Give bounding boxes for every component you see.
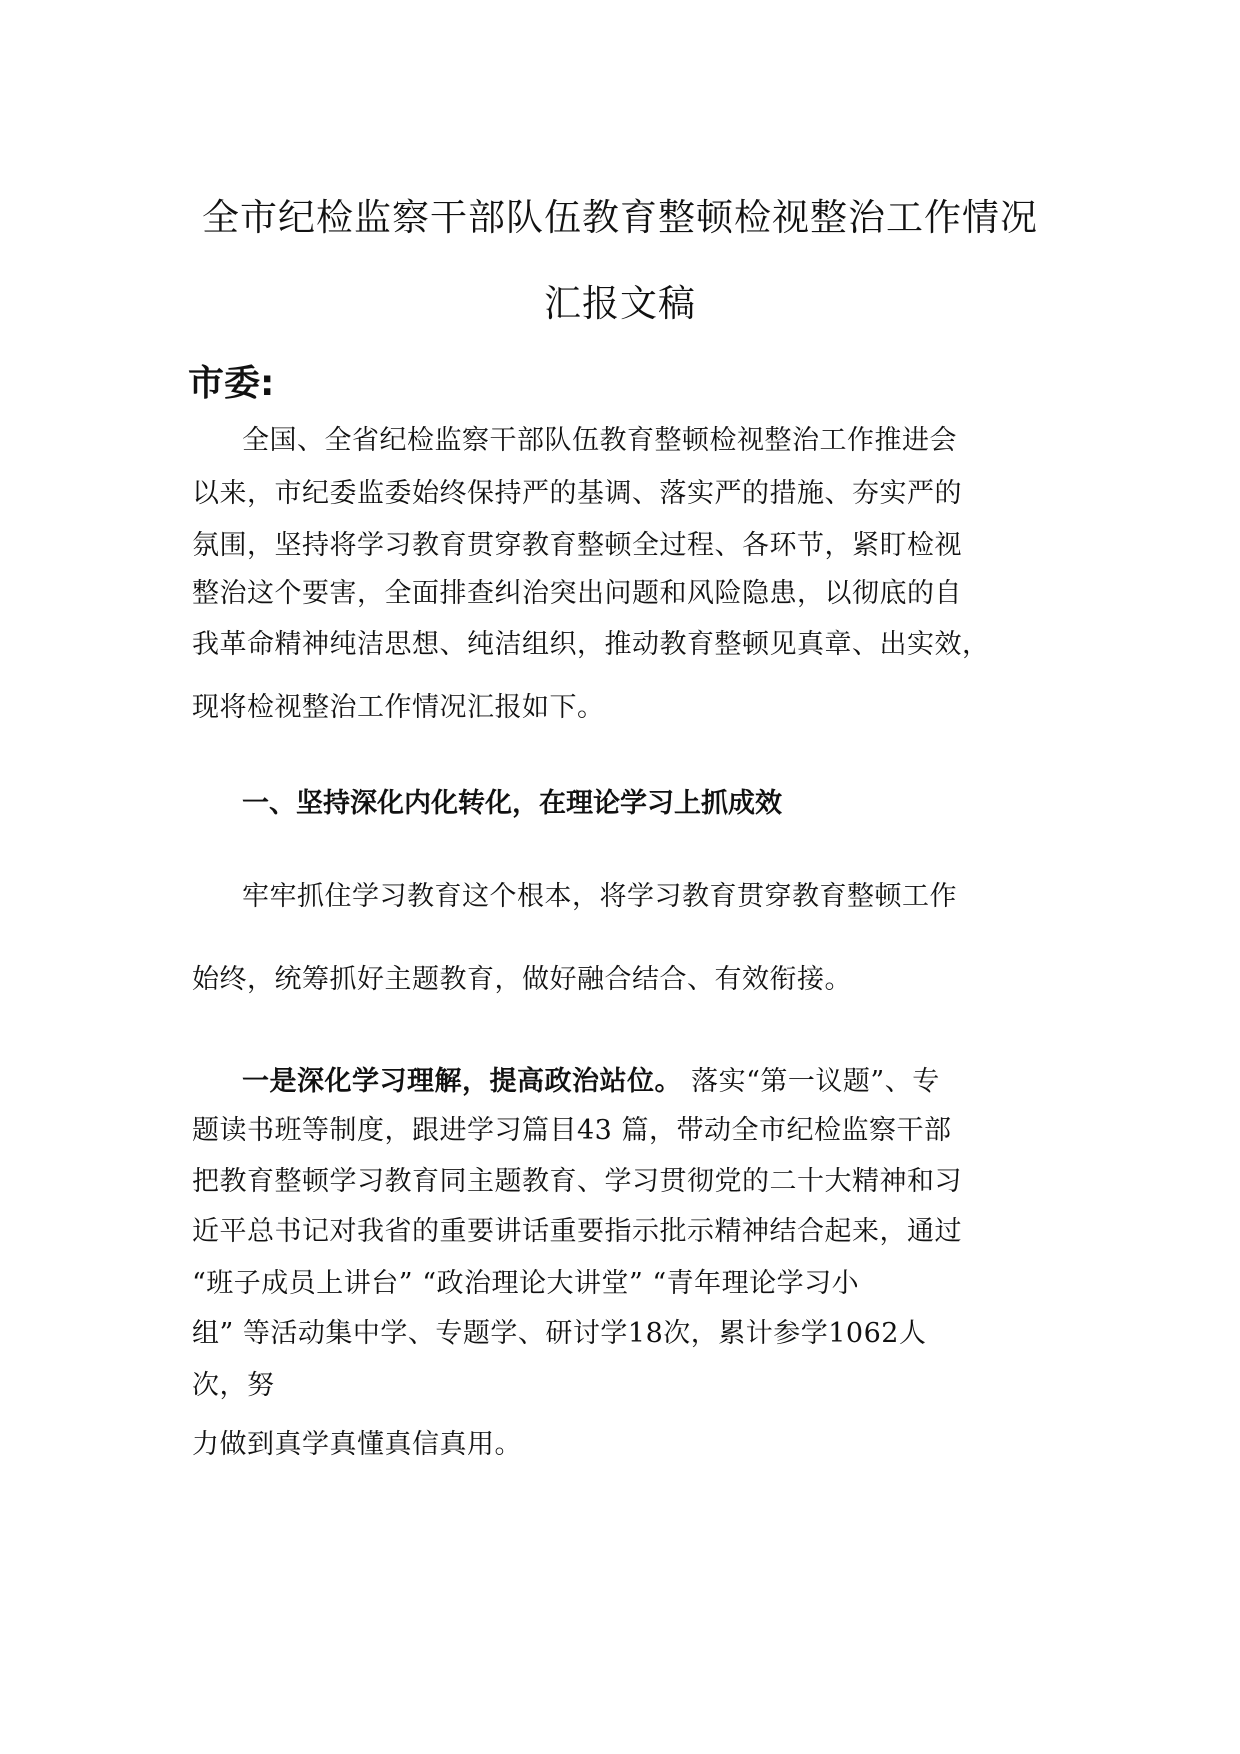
intro-line: 全国、全省纪检监察干部队伍教育整顿检视整治工作推进会	[242, 425, 957, 456]
point-line: 组” 等活动集中学、专题学、研讨学18次，累计参学1062人	[192, 1318, 927, 1349]
intro-line: 氛围，坚持将学习教育贯穿教育整顿全过程、各环节，紧盯检视	[192, 530, 962, 561]
salutation: 市委:	[188, 363, 275, 404]
intro-line: 我革命精神纯洁思想、纯洁组织，推动教育整顿见真章、出实效，	[192, 629, 990, 660]
intro-line: 以来，市纪委监委始终保持严的基调、落实严的措施、夯实严的	[192, 478, 962, 509]
point-first-line	[242, 1064, 940, 1100]
intro-line: 现将检视整治工作情况汇报如下。	[192, 692, 605, 723]
section-paragraph-line: 始终，统筹抓好主题教育，做好融合结合、有效衔接。	[192, 964, 852, 995]
point-line: 近平总书记对我省的重要讲话重要指示批示精神结合起来，通过	[192, 1216, 962, 1247]
document-title-line-1: 全市纪检监察干部队伍教育整顿检视整治工作情况	[202, 196, 1038, 239]
point-lead: 一是深化学习理解，提高政治站位。	[242, 1066, 682, 1097]
document-title-line-2: 汇报文稿	[544, 282, 696, 325]
point-line: 把教育整顿学习教育同主题教育、学习贯彻党的二十大精神和习	[192, 1166, 962, 1197]
point-line: “班子成员上讲台” “政治理论大讲堂” “青年理论学习小	[192, 1268, 860, 1299]
point-line: 次，努	[192, 1370, 275, 1401]
point-first-rest: 落实“第一议题”、专	[682, 1066, 940, 1097]
section-heading: 一、坚持深化内化转化，在理论学习上抓成效	[242, 788, 782, 819]
point-line: 题读书班等制度，跟进学习篇目43 篇，带动全市纪检监察干部	[192, 1115, 952, 1146]
point-line: 力做到真学真懂真信真用。	[192, 1429, 522, 1460]
section-paragraph-line: 牢牢抓住学习教育这个根本，将学习教育贯穿教育整顿工作	[242, 881, 957, 912]
intro-line: 整治这个要害，全面排查纠治突出问题和风险隐患，以彻底的自	[192, 578, 962, 609]
